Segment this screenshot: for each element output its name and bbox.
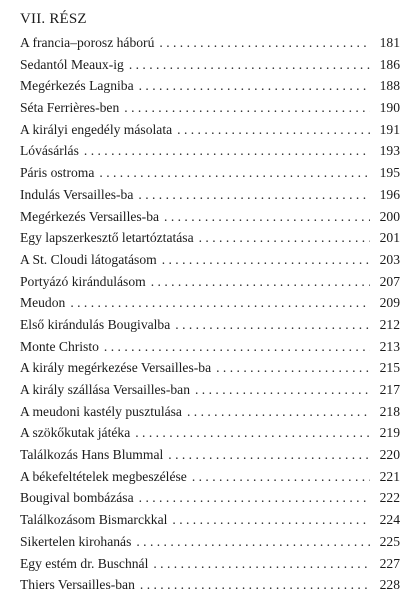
toc-entry [20, 531, 400, 553]
dot-leader [192, 466, 370, 488]
toc-entry-title: A szökőkutak játéka [20, 425, 131, 441]
toc-entry-page-number: 195 [379, 165, 400, 181]
toc-entry-title: Megérkezés Versailles-ba [20, 208, 160, 224]
toc-entry-page-number: 200 [379, 208, 400, 224]
table-of-contents [20, 10, 400, 596]
toc-entry-page-number: 225 [379, 533, 400, 549]
toc-entry-page-number: 222 [379, 490, 400, 506]
toc-entry [20, 249, 400, 271]
dot-leader [195, 379, 370, 401]
toc-entry-page-number: 191 [379, 121, 400, 137]
dot-leader [164, 206, 370, 228]
toc-entry [20, 444, 400, 466]
dot-leader [129, 54, 370, 76]
toc-entry [20, 97, 400, 119]
toc-entry-title: Első kirándulás Bougivalba [20, 316, 171, 332]
toc-entry-title: Séta Ferrières-ben [20, 100, 120, 116]
toc-entry-page-number: 181 [379, 35, 400, 50]
toc-entry-page-number: 217 [379, 382, 400, 397]
toc-entry [20, 75, 400, 97]
dot-leader [124, 97, 370, 119]
toc-entry-title: Egy estém dr. Buschnál [20, 555, 149, 571]
dot-leader [151, 271, 370, 293]
toc-entry-title: Thiers Versailles-ban [20, 577, 135, 593]
toc-entry [20, 357, 400, 379]
toc-entry-title: A meudoni kastély pusztulása [20, 403, 182, 419]
dot-leader [162, 249, 370, 271]
toc-entry-title: Meudon [20, 295, 66, 311]
toc-entry-page-number: 227 [379, 555, 400, 571]
toc-entry-page-number: 212 [379, 316, 400, 332]
toc-entry-title: Egy lapszerkesztő letartóztatása [20, 230, 194, 246]
toc-entry-page-number: 221 [379, 468, 400, 484]
toc-entry-title: Bougival bombázása [20, 490, 134, 506]
toc-entry-page-number: 186 [379, 56, 400, 72]
toc-entry-page-number: 201 [379, 230, 400, 246]
dot-leader [139, 487, 370, 509]
toc-entry [20, 336, 400, 358]
toc-entry-title: Indulás Versailles-ba [20, 186, 134, 202]
toc-entry-page-number: 188 [379, 78, 400, 94]
toc-entry [20, 140, 400, 162]
toc-entry-title: Portyázó kirándulásom [20, 273, 146, 289]
dot-leader [139, 75, 370, 97]
dot-leader [140, 574, 370, 596]
toc-entry-title: Sedantól Meaux-ig [20, 56, 124, 72]
dot-leader [177, 119, 370, 141]
toc-entry-page-number: 213 [379, 338, 400, 354]
dot-leader [136, 531, 370, 553]
toc-entry-title: A király megérkezése Versailles-ba [20, 360, 212, 376]
toc-entry-title: Sikertelen kirohanás [20, 533, 132, 549]
dot-leader [168, 444, 370, 466]
toc-entry [20, 32, 400, 54]
part-heading: VII. RÉSZ [20, 11, 87, 27]
toc-entry-page-number: 219 [379, 425, 400, 441]
toc-entry [20, 487, 400, 509]
toc-entry-page-number: 218 [379, 403, 400, 419]
toc-entry [20, 206, 400, 228]
dot-leader [216, 357, 370, 379]
toc-entry [20, 466, 400, 488]
toc-entry [20, 54, 400, 76]
dot-leader [135, 422, 370, 444]
toc-entry-title: A király szállása Versailles-ban [20, 382, 190, 397]
toc-entry-page-number: 220 [379, 447, 400, 463]
dot-leader [175, 314, 370, 336]
dot-leader [104, 336, 370, 358]
toc-entry-page-number: 203 [379, 251, 400, 267]
dot-leader [99, 162, 370, 184]
toc-entry-title: A St. Cloudi látogatásom [20, 251, 157, 267]
dot-leader [138, 184, 370, 206]
toc-entry-title: Találkozás Hans Blummal [20, 447, 164, 463]
dot-leader [153, 553, 370, 575]
dot-leader [172, 509, 370, 531]
toc-entry-page-number: 228 [379, 577, 400, 593]
toc-entry-title: A királyi engedély másolata [20, 121, 173, 137]
dot-leader [70, 292, 370, 314]
toc-entry-title: Lóvásárlás [20, 143, 79, 159]
dot-leader [159, 32, 370, 54]
toc-entry-page-number: 193 [379, 143, 400, 159]
toc-entry [20, 271, 400, 293]
toc-list [20, 32, 400, 596]
toc-entry [20, 162, 400, 184]
toc-entry-title: Monte Christo [20, 338, 99, 354]
toc-entry [20, 553, 400, 575]
toc-entry-title: A francia–porosz háború [20, 35, 155, 50]
toc-entry-page-number: 209 [379, 295, 400, 311]
toc-entry [20, 119, 400, 141]
toc-entry [20, 292, 400, 314]
toc-entry [20, 401, 400, 423]
toc-entry-title: Találkozásom Bismarckkal [20, 512, 168, 528]
toc-entry-page-number: 190 [379, 100, 400, 116]
dot-leader [187, 401, 370, 423]
toc-entry [20, 574, 400, 596]
toc-entry [20, 379, 400, 401]
toc-entry-title: Páris ostroma [20, 165, 95, 181]
toc-entry-title: A békefeltételek megbeszélése [20, 468, 187, 484]
toc-entry [20, 509, 400, 531]
toc-entry-page-number: 224 [379, 512, 400, 528]
toc-entry [20, 314, 400, 336]
toc-entry-page-number: 207 [379, 273, 400, 289]
toc-entry-title: Megérkezés Lagniba [20, 78, 134, 94]
toc-entry-page-number: 196 [379, 186, 400, 202]
toc-entry [20, 184, 400, 206]
toc-entry-page-number: 215 [379, 360, 400, 376]
dot-leader [199, 227, 370, 249]
toc-entry [20, 422, 400, 444]
dot-leader [84, 140, 370, 162]
toc-entry [20, 227, 400, 249]
